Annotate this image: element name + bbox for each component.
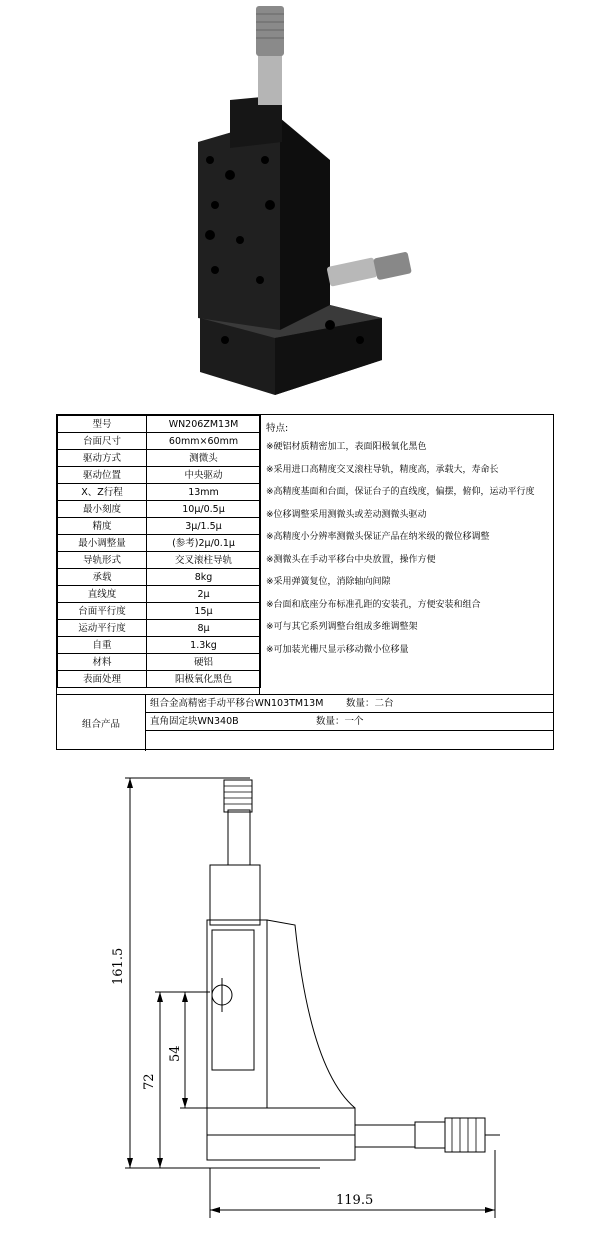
technical-drawing [100, 770, 540, 1230]
spec-label: 自重 [58, 637, 147, 654]
spec-value: 15μ [147, 603, 261, 620]
table-row [58, 518, 261, 535]
spec-table [56, 414, 554, 750]
spec-value: WN206ZM13M [147, 416, 261, 433]
table-row [58, 603, 261, 620]
combo-item-qty: 数量：二台 [346, 698, 394, 709]
feature-item: ※位移调整采用测微头或差动测微头驱动 [266, 509, 427, 520]
features-title: 特点: [266, 423, 289, 434]
combo-item-name: 组合金高精密手动平移台WN103TM13M [150, 698, 324, 709]
spec-value: 阳极氧化黑色 [147, 671, 261, 688]
spec-value: (参考)2μ/0.1μ [147, 535, 261, 552]
table-row [58, 586, 261, 603]
features-panel [259, 415, 554, 694]
spec-value: 1.3kg [147, 637, 261, 654]
combo-row [146, 695, 553, 713]
product-photo [170, 0, 420, 400]
spec-label: 台面尺寸 [58, 433, 147, 450]
table-row [58, 416, 261, 433]
combo-row [146, 713, 553, 731]
combo-label: 组合产品 [57, 695, 146, 751]
spec-rows [57, 415, 261, 688]
table-row [58, 569, 261, 586]
spec-label: 表面处理 [58, 671, 147, 688]
table-row [58, 654, 261, 671]
dim-height-54: 54 [168, 1045, 183, 1062]
dim-height-72: 72 [142, 1073, 157, 1090]
table-row [58, 535, 261, 552]
feature-item: ※采用进口高精度交叉滚柱导轨，精度高，承载大，寿命长 [266, 464, 499, 475]
table-row [58, 433, 261, 450]
table-row [58, 552, 261, 569]
spec-label: 运动平行度 [58, 620, 147, 637]
feature-item: ※高精度小分辨率测微头保证产品在纳米级的微位移调整 [266, 532, 490, 542]
spec-label: 驱动方式 [58, 450, 147, 467]
spec-value: 交叉滚柱导轨 [147, 552, 261, 569]
spec-value: 硬铝 [147, 654, 261, 671]
combo-section [57, 694, 553, 751]
combo-item-qty: 数量：一个 [316, 716, 364, 727]
spec-value: 8kg [147, 569, 261, 586]
spec-value: 测微头 [147, 450, 261, 467]
spec-value: 2μ [147, 586, 261, 603]
feature-item: ※高精度基面和台面，保证台子的直线度，偏摆，俯仰，运动平行度 [266, 487, 535, 497]
spec-value: 8μ [147, 620, 261, 637]
spec-value: 60mm×60mm [147, 433, 261, 450]
spec-value: 10μ/0.5μ [147, 501, 261, 518]
dim-width: 119.5 [336, 1193, 374, 1208]
spec-value: 13mm [147, 484, 261, 501]
table-row [58, 671, 261, 688]
spec-value: 3μ/1.5μ [147, 518, 261, 535]
spec-label: 型号 [58, 416, 147, 433]
spec-label: 驱动位置 [58, 467, 147, 484]
feature-item: ※采用弹簧复位，消除轴向间隙 [266, 577, 391, 587]
table-row [58, 467, 261, 484]
spec-label: 承载 [58, 569, 147, 586]
spec-label: 材料 [58, 654, 147, 671]
table-row [58, 484, 261, 501]
table-row [58, 620, 261, 637]
spec-label: 最小刻度 [58, 501, 147, 518]
spec-label: 导轨形式 [58, 552, 147, 569]
feature-item: ※可与其它系列调整台组成多维调整架 [266, 622, 418, 632]
table-row [58, 501, 261, 518]
feature-item: ※可加装光栅尺显示移动微小位移量 [266, 644, 409, 655]
table-row [58, 637, 261, 654]
combo-item-name: 直角固定块WN340B [150, 716, 239, 727]
dim-total-height: 161.5 [111, 947, 126, 985]
spec-label: 精度 [58, 518, 147, 535]
spec-value: 中央驱动 [147, 467, 261, 484]
feature-item: ※硬铝材质精密加工，表面阳极氧化黑色 [266, 442, 427, 452]
feature-item: ※测微头在手动平移台中央放置，操作方便 [266, 554, 436, 565]
spec-label: 直线度 [58, 586, 147, 603]
spec-label: 台面平行度 [58, 603, 147, 620]
table-row [58, 450, 261, 467]
spec-label: X、Z行程 [58, 484, 147, 501]
feature-item: ※台面和底座分布标准孔距的安装孔，方便安装和组合 [266, 599, 481, 610]
spec-label: 最小调整量 [58, 535, 147, 552]
